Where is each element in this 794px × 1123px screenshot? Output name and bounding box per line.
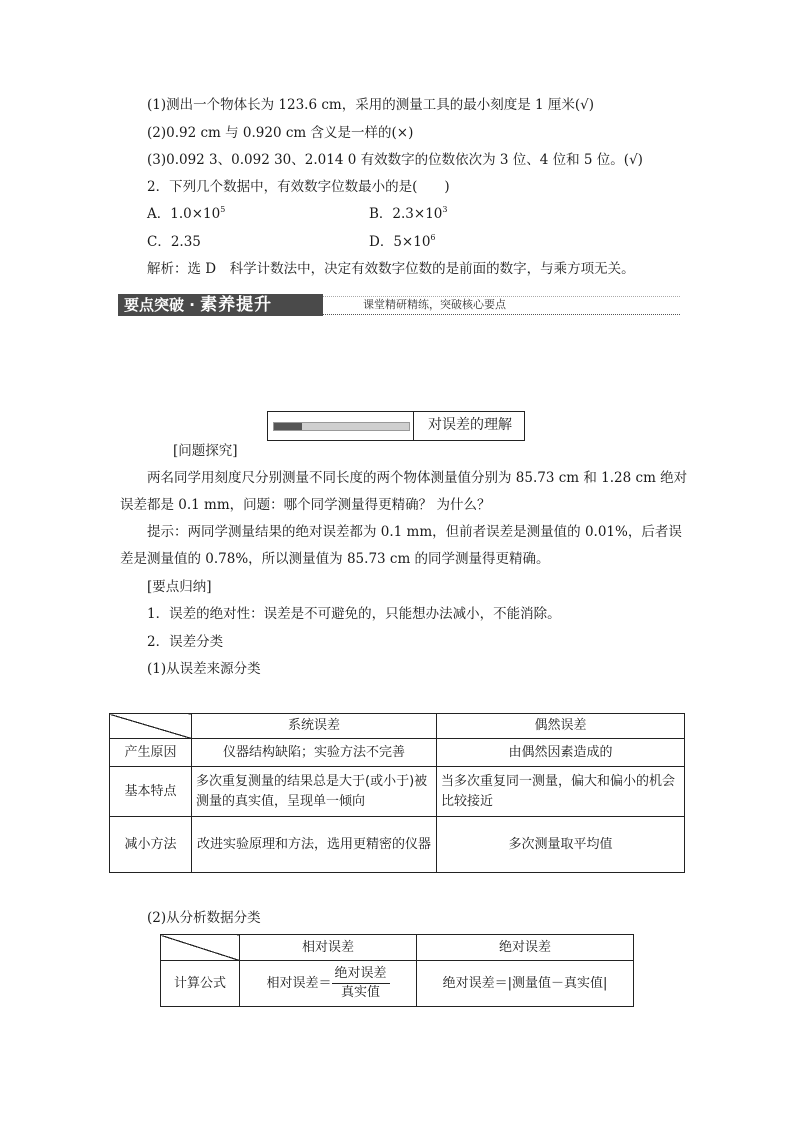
- option-b: [369, 205, 447, 223]
- inquiry-question-line-1: 两名同学用刻度尺分别测量不同长度的两个物体测量值分别为 85.73 cm 和 1.28 cm 绝对: [147, 470, 688, 486]
- table2-header-absolute: 绝对误差: [417, 935, 634, 961]
- option-a-base: A．1.0×10: [147, 206, 221, 222]
- table2-relative-formula: [240, 961, 417, 1007]
- table1-cell: 仪器结构缺陷；实验方法不完善: [192, 739, 437, 767]
- banner-subtitle: 课堂精研精练，突破核心要点: [363, 298, 506, 311]
- banner-rule-bottom: [323, 314, 680, 315]
- option-a-exp: 5: [220, 205, 226, 214]
- error-analysis-table: [160, 934, 634, 1007]
- topic-label-cell: [268, 412, 414, 440]
- summary-point-1: 1．误差的绝对性：误差是不可避免的，只能想办法减小，不能消除。: [147, 606, 561, 622]
- table1-header-systematic: 系统误差: [192, 714, 437, 739]
- error-source-table: [109, 713, 685, 873]
- topic-title: 对误差的理解: [428, 417, 512, 433]
- option-d-exp: 6: [430, 233, 436, 242]
- option-c-base: C．2.35: [147, 234, 201, 250]
- judgment-item-2: (2)0.92 cm 与 0.920 cm 含义是一样的(×): [147, 125, 414, 141]
- banner-title-left: 要点突破 ·: [124, 296, 201, 314]
- inquiry-hint-line-1: 提示：两同学测量结果的绝对误差都为 0.1 mm，但前者误差是测量值的 0.01%，后者误: [147, 524, 682, 540]
- option-b-exp: 3: [442, 205, 448, 214]
- fraction-denominator: 真实值: [341, 985, 381, 1000]
- relative-formula-prefix: 相对误差＝: [266, 976, 332, 991]
- banner-title-big: 素养提升: [200, 295, 273, 315]
- judgment-item-1: (1)测出一个物体长为 123.6 cm，采用的测量工具的最小刻度是 1 厘米(√): [147, 97, 595, 113]
- summary-sub-2: (2)从分析数据分类: [147, 910, 261, 926]
- summary-label: [要点归纳]: [147, 579, 212, 595]
- option-c: [147, 233, 201, 251]
- inquiry-label: [问题探究]: [173, 443, 238, 459]
- table1-row-label: 产生原因: [110, 739, 192, 767]
- option-b-base: B．2.3×10: [369, 206, 443, 222]
- table2-absolute-formula: 绝对误差＝|测量值－真实值|: [417, 961, 634, 1007]
- table1-cell: 多次测量取平均值: [437, 817, 685, 873]
- option-d: [369, 233, 436, 251]
- table2-corner-cell: [161, 935, 240, 961]
- table1-cell: 改进实验原理和方法，选用更精密的仪器: [192, 817, 437, 873]
- summary-point-2: 2．误差分类: [147, 634, 224, 650]
- table1-row-label: 基本特点: [110, 767, 192, 817]
- topic-heading-box: [267, 411, 525, 441]
- summary-sub-1: (1)从误差来源分类: [147, 661, 261, 677]
- judgment-item-3: (3)0.092 3、0.092 30、2.014 0 有效数字的位数依次为 3 位、4 位和 5 位。(√): [147, 152, 643, 168]
- topic-label-bar: [273, 422, 410, 431]
- table2-header-relative: 相对误差: [240, 935, 417, 961]
- question-2-analysis: 解析：选 D 科学计数法中，决定有效数字位数的是前面的数字，与乘方项无关。: [147, 261, 635, 277]
- inquiry-question-line-2: 误差都是 0.1 mm，问题：哪个同学测量得更精确？ 为什么？: [120, 497, 491, 513]
- inquiry-hint-line-2: 差是测量值的 0.78%，所以测量值为 85.73 cm 的同学测量得更精确。: [120, 551, 550, 567]
- table1-header-accidental: 偶然误差: [437, 714, 685, 739]
- topic-label-tag: [274, 423, 302, 430]
- option-d-base: D．5×10: [369, 234, 431, 250]
- question-2-stem: 2．下列几个数据中，有效数字位数最小的是( ): [147, 179, 450, 195]
- section-banner: [118, 294, 680, 318]
- table1-cell: 当多次重复同一测量，偏大和偏小的机会比较接近: [437, 767, 685, 817]
- banner-title: [118, 294, 323, 316]
- table1-cell: 由偶然因素造成的: [437, 739, 685, 767]
- table1-row-label: 减小方法: [110, 817, 192, 873]
- option-a: [147, 205, 225, 223]
- table2-row-label: 计算公式: [161, 961, 240, 1007]
- table1-corner-cell: [110, 714, 192, 739]
- table1-cell: 多次重复测量的结果总是大于(或小于)被测量的真实值，呈现单一倾向: [192, 767, 437, 817]
- relative-formula-fraction: [332, 965, 390, 1002]
- fraction-numerator: 绝对误差: [332, 965, 390, 984]
